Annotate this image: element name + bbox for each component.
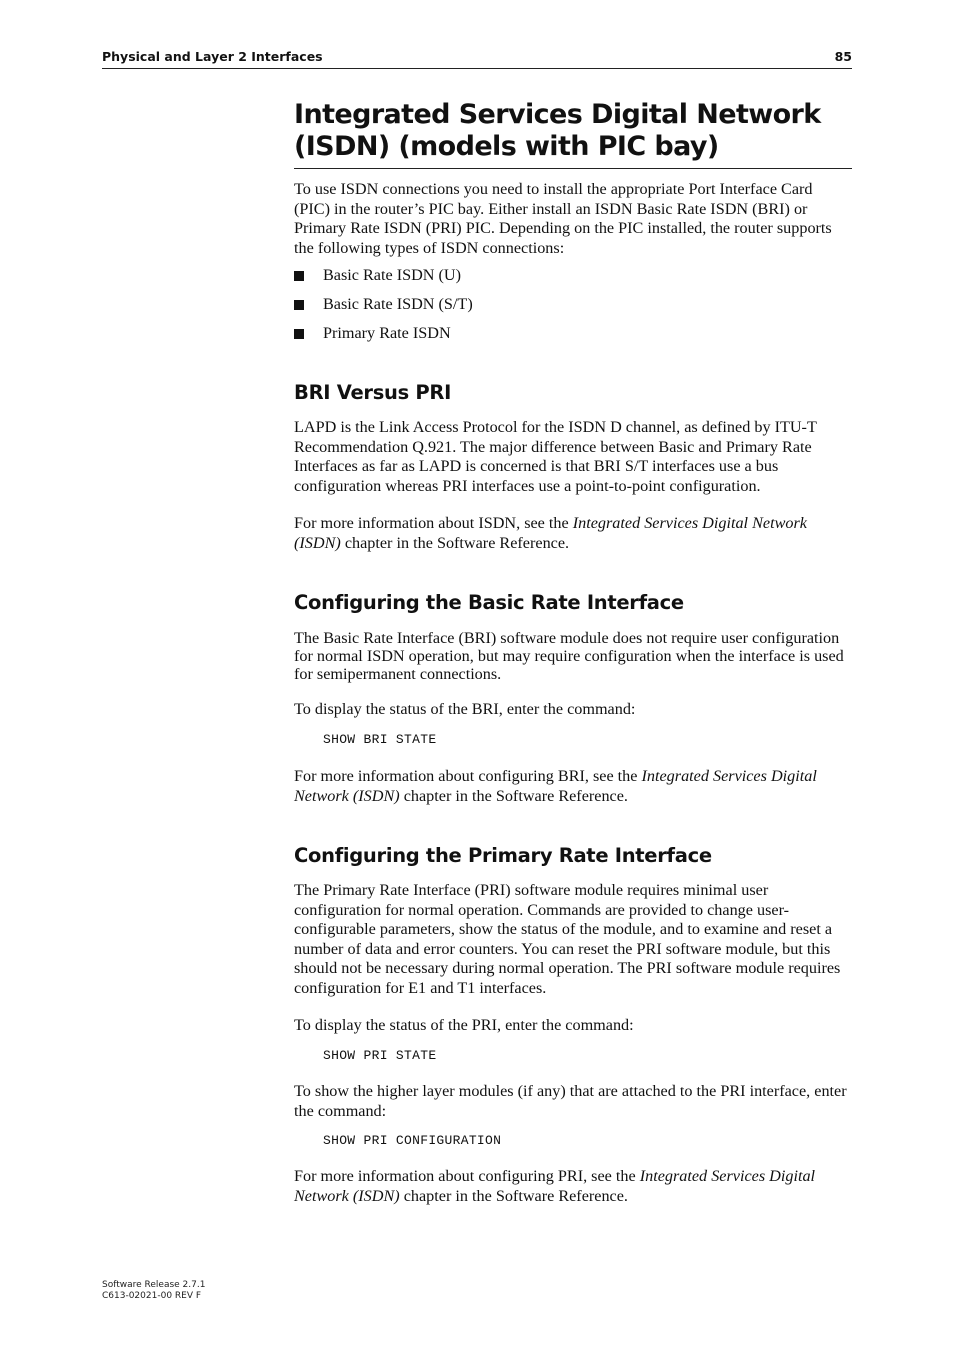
pri-config-paragraph: The Primary Rate Interface (PRI) software module requires minimal user configuration for normal operation. Commands are provided to change user-configurable parameters, show the status of the module, and to examine and reset a number of data and error counters. You can reset the PRI software module, but this should not be necessary during normal operation. The PRI software module requires configuration for E1 and T1 interfaces. <box>294 881 841 997</box>
running-header <box>102 48 852 69</box>
main-content <box>294 96 852 1205</box>
bullet-square-icon <box>294 271 304 281</box>
pri-config-reference: For more information about configuring PRI, see the Integrated Services Digital Network (ISDN) chapter in the Software Reference. <box>294 1167 816 1205</box>
pri-higher-layer-instruction: To show the higher layer modules (if any) that are attached to the PRI interface, enter the command: <box>294 1082 847 1120</box>
heading-bri-versus-pri: BRI Versus PRI <box>294 381 452 404</box>
intro-paragraph: To use ISDN connections you need to install the appropriate Port Interface Card (PIC) in the router’s PIC bay. Either install an ISDN Basic Rate ISDN (BRI) or Primary Rate ISDN (PRI) PIC. Depending on the PIC installed, the router supports the following types of ISDN connections: <box>294 180 832 257</box>
bri-config-paragraph: The Basic Rate Interface (BRI) software module does not require user configuration for normal ISDN operation, but may require configuration when the interface is used for semipermanent connections. <box>294 629 844 683</box>
list-item: Basic Rate ISDN (S/T) <box>294 295 473 324</box>
bullet-square-icon <box>294 329 304 339</box>
isdn-types-list <box>294 266 473 353</box>
pri-display-instruction: To display the status of the PRI, enter the command: <box>294 1016 634 1034</box>
software-release: Software Release 2.7.1 <box>102 1280 206 1290</box>
bullet-square-icon <box>294 300 304 310</box>
command-show-pri-state: SHOW PRI STATE <box>323 1048 437 1063</box>
list-item: Basic Rate ISDN (U) <box>294 266 473 295</box>
command-show-bri-state: SHOW BRI STATE <box>323 732 437 747</box>
page-footer <box>102 1280 205 1302</box>
header-section-title: Physical and Layer 2 Interfaces <box>102 49 323 64</box>
bri-vs-pri-paragraph: LAPD is the Link Access Protocol for the ISDN D channel, as defined by ITU-T Recommendation Q.921. The major difference between Basic and Primary Rate Interfaces as far as LAPD is concerned is that BRI S/T interfaces use a bus configuration whereas PRI interfaces use a point-to-point configuration. <box>294 418 817 495</box>
document-revision: C613-02021-00 REV F <box>102 1291 202 1301</box>
reference-title: Integrated Services Digital Network (ISDN) <box>294 1167 816 1205</box>
bri-display-instruction: To display the status of the BRI, enter the command: <box>294 700 636 718</box>
page-title: Integrated Services Digital Network (ISDN) (models with PIC bay) <box>294 99 852 169</box>
bri-vs-pri-reference: For more information about ISDN, see the Integrated Services Digital Network (ISDN) chapter in the Software Reference. <box>294 514 807 552</box>
heading-configuring-pri: Configuring the Primary Rate Interface <box>294 844 712 867</box>
command-show-pri-configuration: SHOW PRI CONFIGURATION <box>323 1133 502 1148</box>
reference-title: Integrated Services Digital Network (ISDN) <box>294 514 807 552</box>
bri-config-reference: For more information about configuring BRI, see the Integrated Services Digital Network (ISDN) chapter in the Software Reference. <box>294 767 817 805</box>
heading-configuring-bri: Configuring the Basic Rate Interface <box>294 591 684 614</box>
list-item: Primary Rate ISDN <box>294 324 473 353</box>
reference-title: Integrated Services Digital Network (ISDN) <box>294 767 817 805</box>
page-number: 85 <box>834 49 852 64</box>
